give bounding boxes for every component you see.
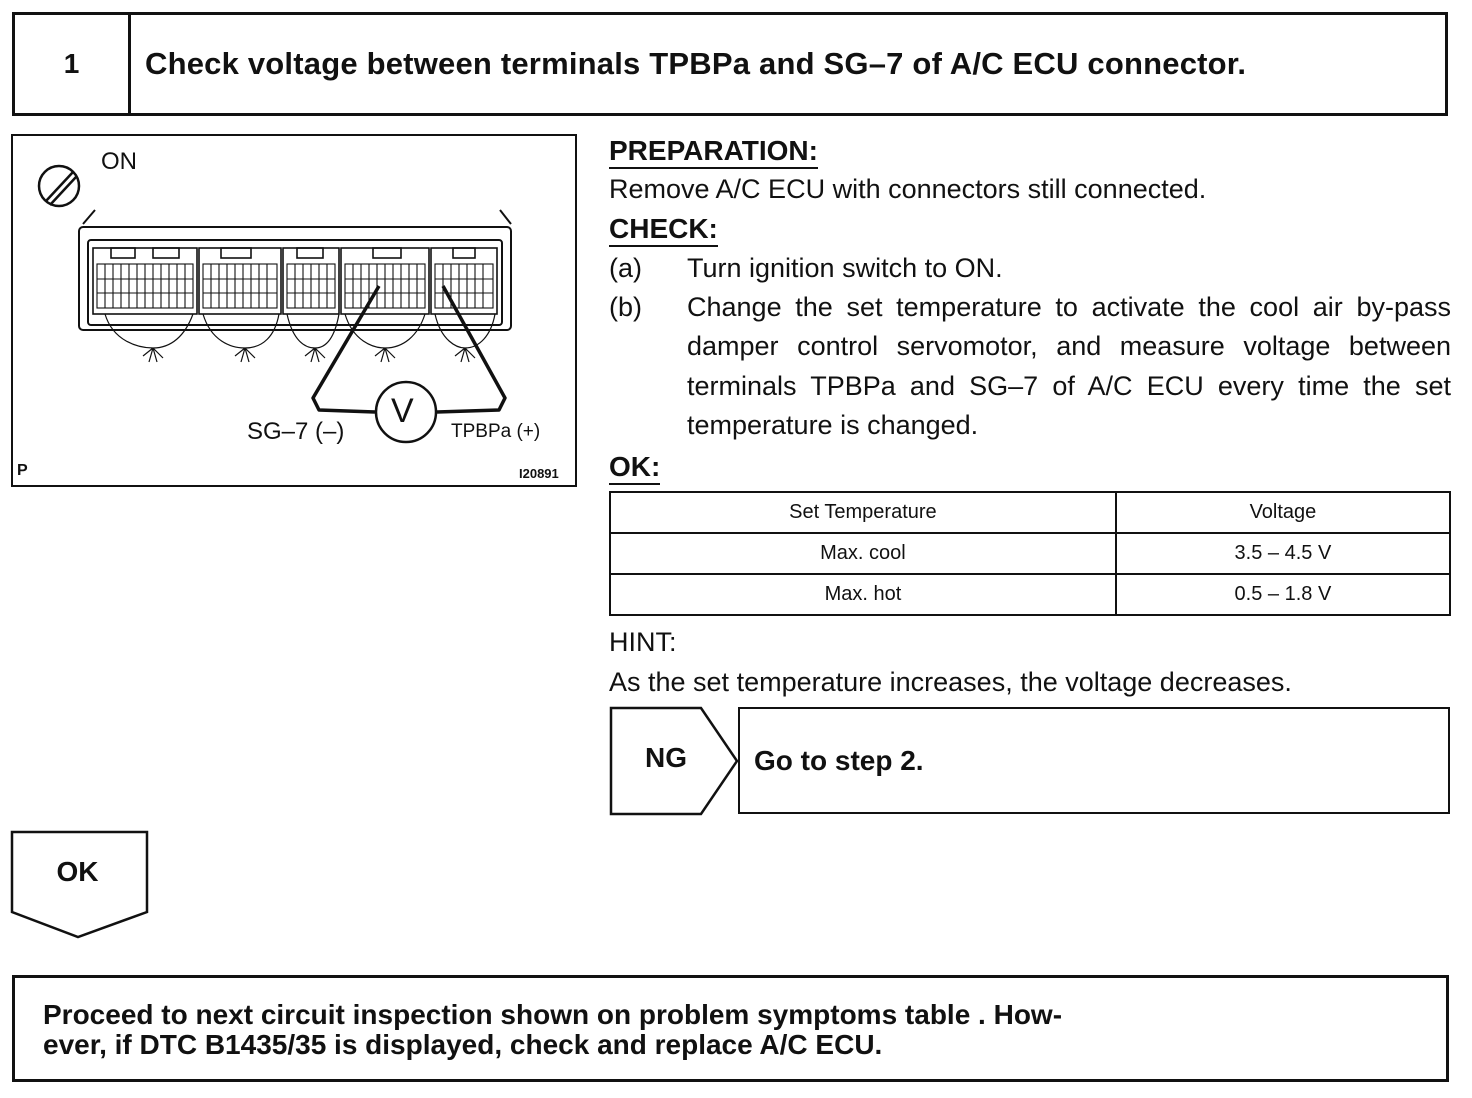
hint-label: HINT: (609, 627, 677, 657)
table-cell: 3.5 – 4.5 V (1116, 533, 1450, 574)
final-line-1: Proceed to next circuit inspection shown on problem symptoms table . How- (43, 999, 1063, 1030)
ng-action-box: Go to step 2. (738, 707, 1450, 814)
final-instruction (12, 975, 1449, 1082)
connector-pins (97, 264, 493, 308)
ignition-on-label: ON (101, 148, 137, 175)
wire-harness (105, 314, 495, 362)
table-header: Voltage (1116, 492, 1450, 533)
spec-table (609, 491, 1451, 616)
table-header: Set Temperature (610, 492, 1116, 533)
check-heading: CHECK: (609, 212, 718, 247)
table-row (610, 533, 1450, 574)
preparation-text: Remove A/C ECU with connectors still connected. (609, 174, 1207, 204)
check-item-text: Turn ignition switch to ON. (687, 253, 1003, 283)
check-item-label: (a) (609, 253, 642, 283)
check-item-label: (b) (609, 292, 642, 322)
figure-corner-letter: P (17, 462, 28, 479)
positive-terminal-label: TPBPa (+) (451, 421, 541, 442)
negative-terminal-label: SG–7 (–) (247, 418, 345, 445)
check-item-b (609, 288, 1454, 448)
meter-symbol: V (391, 392, 414, 430)
step-number: 1 (15, 15, 131, 113)
check-item-text: Change the set temperature to activate the cool air by-pass damper control servomotor, and measure voltage between terminals TPBPa and SG–7 of A/C ECU every time the set temperature is changed. (687, 292, 1451, 440)
step-header (12, 12, 1448, 116)
step-title: Check voltage between terminals TPBPa and SG–7 of A/C ECU connector. (145, 46, 1247, 81)
ok-label: OK (56, 856, 99, 887)
ok-heading: OK: (609, 450, 660, 485)
table-cell: Max. cool (610, 533, 1116, 574)
ng-label: NG (645, 742, 687, 773)
ignition-switch-icon (39, 166, 79, 206)
table-cell: 0.5 – 1.8 V (1116, 574, 1450, 615)
final-line-2: ever, if DTC B1435/35 is displayed, check and replace A/C ECU. (43, 1029, 883, 1060)
check-item-a (609, 249, 1454, 289)
table-header-row (610, 492, 1450, 533)
figure-id: I20891 (519, 466, 559, 481)
table-cell: Max. hot (610, 574, 1116, 615)
preparation-heading: PREPARATION: (609, 134, 818, 169)
hint-text: As the set temperature increases, the voltage decreases. (609, 667, 1292, 697)
table-row (610, 574, 1450, 615)
connector-figure (11, 134, 577, 487)
